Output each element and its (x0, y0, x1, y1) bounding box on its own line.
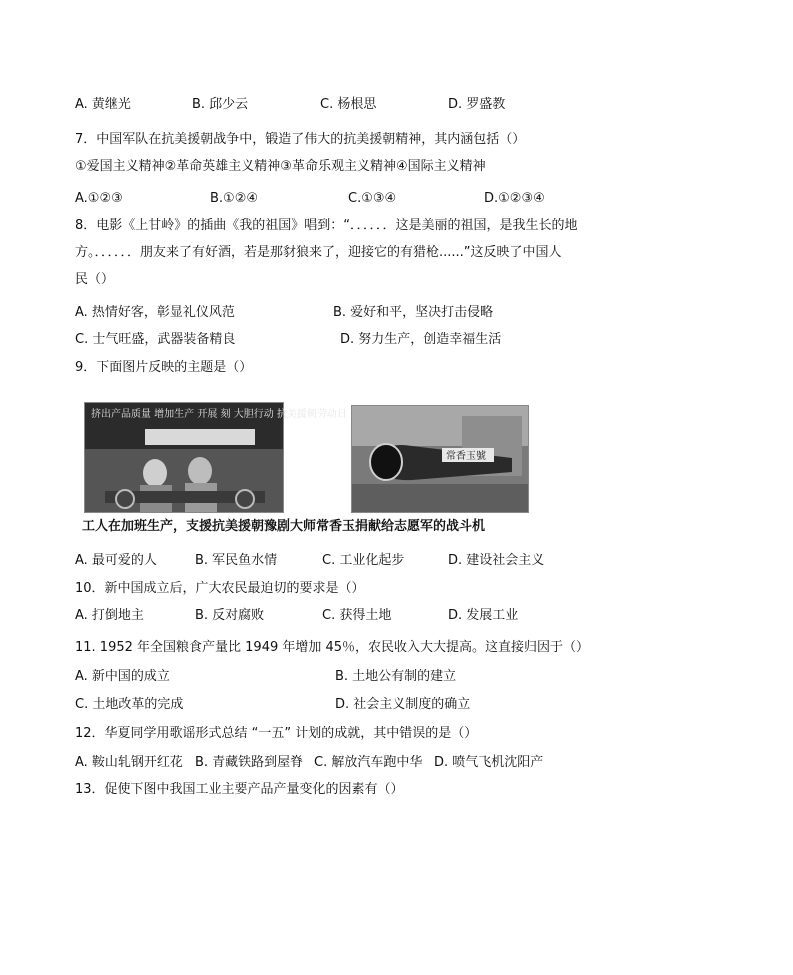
fighter-jet-photo (351, 405, 529, 513)
q10-stem: 10．新中国成立后，广大农民最迫切的要求是（） (75, 581, 365, 596)
q6-option-c: C. 杨根思 (320, 97, 377, 112)
q9-option-b: B. 军民鱼水情 (195, 553, 278, 568)
q8-stem-line2: 方。．．．．．．朋友来了有好酒，若是那豺狼来了，迎接它的有猎枪......”这反映了中国人 (75, 245, 562, 260)
q10-option-a: A. 打倒地主 (75, 608, 144, 623)
q13-stem: 13．促使下图中我国工业主要产品产量变化的因素有（） (75, 782, 404, 797)
photo2-plate-text: 常香玉號 (446, 451, 486, 462)
q9-photo-caption: 工人在加班生产，支援抗美援朝豫剧大师常香玉捐献给志愿军的战斗机 (82, 519, 486, 534)
q6-option-d: D. 罗盛教 (448, 97, 506, 112)
q7-option-d: D.①②③④ (484, 191, 545, 206)
workers-photo (84, 402, 347, 513)
q9-option-a: A. 最可爱的人 (75, 553, 157, 568)
q11-option-a: A. 新中国的成立 (75, 669, 170, 684)
q8-option-a: A. 热情好客，彰显礼仪风范 (75, 305, 235, 320)
q10-option-b: B. 反对腐败 (195, 608, 265, 623)
q12-option-c: C. 解放汽车跑中华 (314, 755, 423, 770)
q7-option-a: A.①②③ (75, 191, 123, 206)
q8-option-d: D. 努力生产，创造幸福生活 (340, 332, 502, 347)
workers-photo-graphic (85, 403, 347, 512)
q6-option-a: A. 黄继光 (75, 97, 131, 112)
q7-items: ①爱国主义精神②革命英雄主义精神③革命乐观主义精神④国际主义精神 (75, 159, 486, 174)
q8-option-b: B. 爱好和平，坚决打击侵略 (333, 305, 494, 320)
q8-stem-line3: 民（） (75, 272, 115, 287)
q6-option-b: B. 邱少云 (192, 97, 249, 112)
q9-stem: 9．下面图片反映的主题是（） (75, 360, 253, 375)
fighter-jet-graphic (352, 406, 528, 512)
q12-stem: 12．华夏同学用歌谣形式总结 “一五” 计划的成就，其中错误的是（） (75, 726, 478, 741)
q7-option-c: C.①③④ (348, 191, 397, 206)
q12-option-d: D. 喷气飞机沈阳产 (434, 755, 544, 770)
q12-option-b: B. 青藏铁路到屋脊 (195, 755, 304, 770)
photo1-banner-text: 挤出产品质量 增加生产 开展 刻 大胆行动 抗美援朝劳动日 (91, 409, 347, 420)
q8-option-c: C. 士气旺盛，武器装备精良 (75, 332, 236, 347)
q10-option-c: C. 获得土地 (322, 608, 392, 623)
q11-stem: 11. 1952 年全国粮食产量比 1949 年增加 45％，农民收入大大提高。这直接归因于（） (75, 640, 590, 655)
q11-option-d: D. 社会主义制度的确立 (335, 697, 471, 712)
q9-option-d: D. 建设社会主义 (448, 553, 545, 568)
q7-stem: 7．中国军队在抗美援朝战争中，锻造了伟大的抗美援朝精神，其内涵包括（） (75, 132, 526, 147)
q12-option-a: A. 鞍山轧钢开红花 (75, 755, 183, 770)
q9-option-c: C. 工业化起步 (322, 553, 405, 568)
q11-option-b: B. 土地公有制的建立 (335, 669, 457, 684)
q8-stem-line1: 8．电影《上甘岭》的插曲《我的祖国》唱到：“．．．．．．这是美丽的祖国，是我生长的地 (75, 218, 578, 233)
q10-option-d: D. 发展工业 (448, 608, 519, 623)
q7-option-b: B.①②④ (210, 191, 259, 206)
q11-option-c: C. 土地改革的完成 (75, 697, 184, 712)
